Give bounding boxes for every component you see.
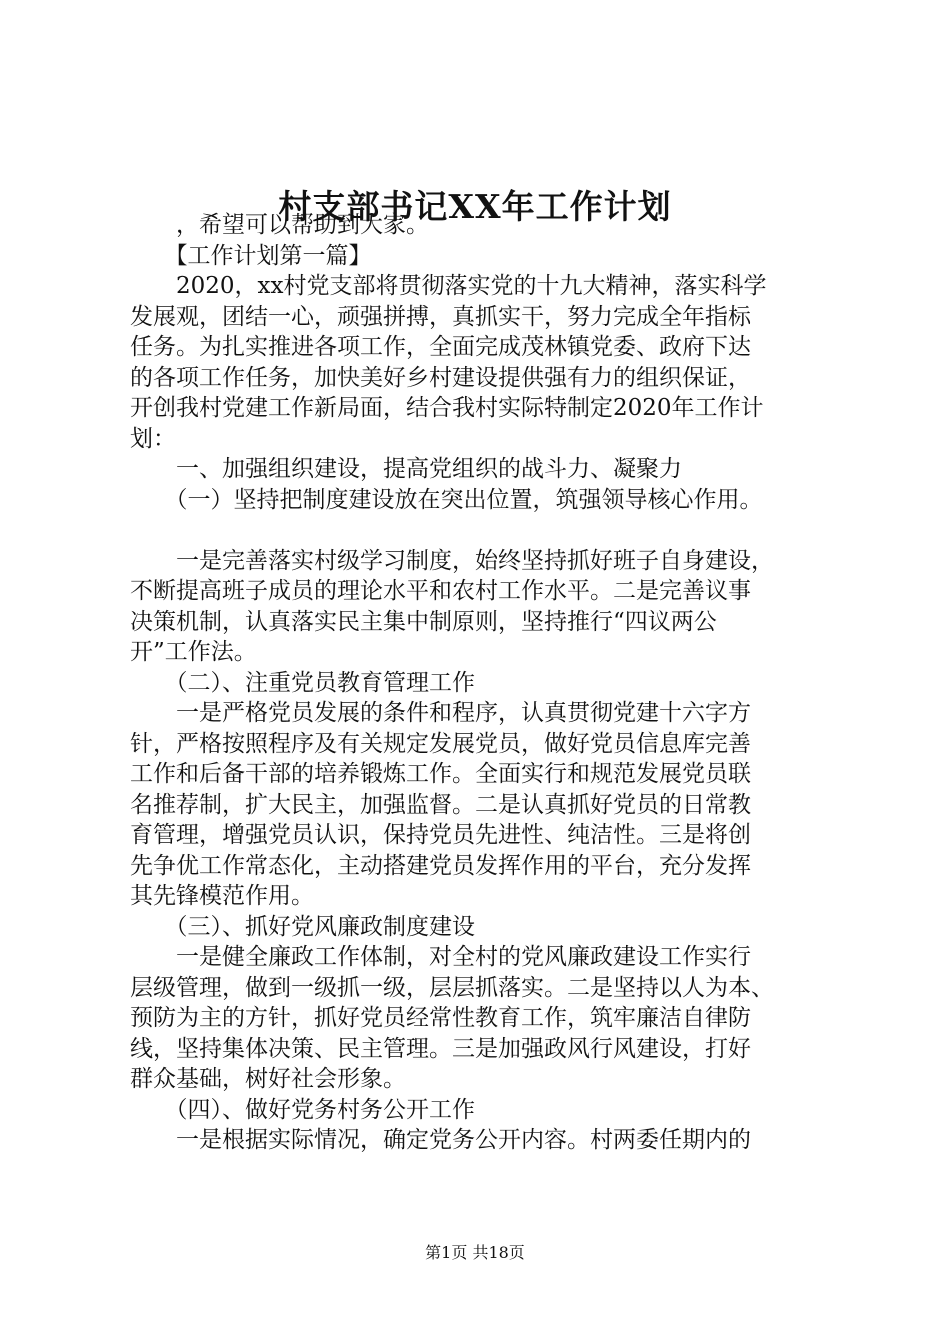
document-body [130,210,830,1156]
body-line: 层级管理，做到一级抓一级，层层抓落实。二是坚持以人为本、 [130,974,774,1001]
body-line: ，希望可以帮助到大家。 [130,212,429,238]
body-line: 划： [130,425,176,452]
body-line: 2020，xx村党支部将贯彻落实党的十九大精神，落实科学 [130,273,767,299]
body-line: 不断提高班子成员的理论水平和农村工作水平。二是完善议事 [130,578,751,604]
blank-line [130,515,830,546]
body-line: 一是完善落实村级学习制度，始终坚持抓好班子自身建设， [130,547,774,574]
body-line: 线，坚持集体决策、民主管理。三是加强政风行风建设，打好 [130,1035,751,1062]
body-line: 一、加强组织建设，提高党组织的战斗力、凝聚力 [130,456,682,482]
body-line: 工作和后备干部的培养锻炼工作。全面实行和规范发展党员联 [130,761,751,787]
body-line: 群众基础，树好社会形象。 [130,1066,406,1092]
body-line: 预防为主的方针，抓好党员经常性教育工作，筑牢廉洁自律防 [130,1005,751,1031]
body-line: 决策机制，认真落实民主集中制原则，坚持推行“四议两公 [130,608,717,635]
body-line: 其先锋模范作用。 [130,883,314,909]
page-footer: 第1页 共18页 [425,1243,525,1262]
body-line: （二）、注重党员教育管理工作 [130,669,475,696]
body-line: 一是严格党员发展的条件和程序，认真贯彻党建十六字方 [130,700,751,726]
body-line: （一）坚持把制度建设放在突出位置，筑强领导核心作用。 [130,486,763,513]
body-line: 名推荐制，扩大民主，加强监督。二是认真抓好党员的日常教 [130,791,751,818]
body-line: 发展观，团结一心，顽强拼搏，真抓实干，努力完成全年指标 [130,303,751,330]
body-line: 【工作计划第一篇】 [130,242,372,269]
body-line: 的各项工作任务，加快美好乡村建设提供强有力的组织保证， [130,364,751,391]
body-line: （三）、抓好党风廉政制度建设 [130,913,475,940]
body-line: 针，严格按照程序及有关规定发展党员，做好党员信息库完善 [130,730,751,757]
body-line: （四）、做好党务村务公开工作 [130,1096,475,1123]
body-line: 一是健全廉政工作体制，对全村的党风廉政建设工作实行 [130,944,751,970]
body-line: 开”工作法。 [130,639,257,665]
body-line: 任务。为扎实推进各项工作，全面完成茂林镇党委、政府下达 [130,334,751,360]
body-line: 开创我村党建工作新局面，结合我村实际特制定2020年工作计 [130,395,764,421]
document-title: 村支部书记XX年工作计划 [278,187,672,226]
body-line: 育管理，增强党员认识，保持党员先进性、纯洁性。三是将创 [130,822,751,848]
body-line: 先争优工作常态化，主动搭建党员发挥作用的平台，充分发挥 [130,852,751,879]
body-line: 一是根据实际情况，确定党务公开内容。村两委任期内的 [130,1127,751,1153]
